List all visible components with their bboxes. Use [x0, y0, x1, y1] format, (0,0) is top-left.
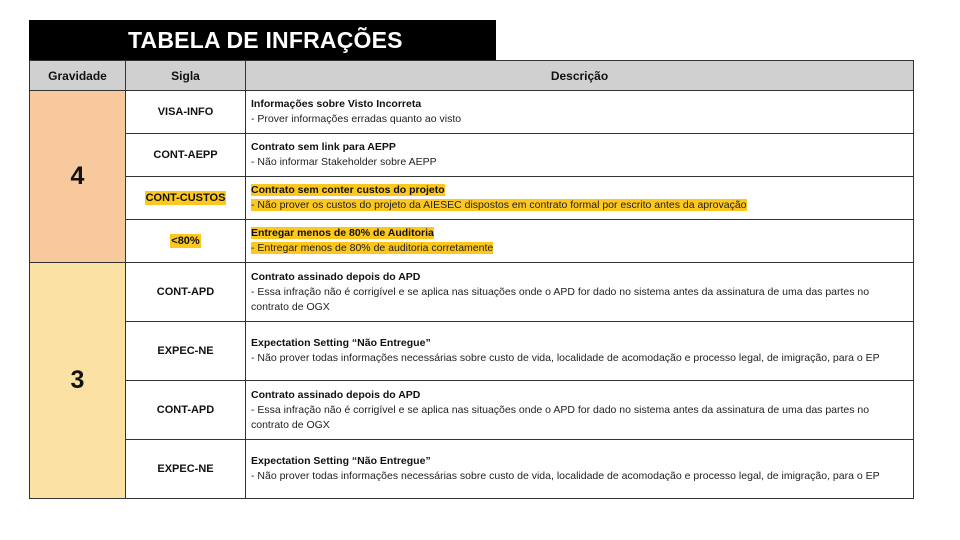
highlighted-sigla: <80%: [171, 235, 200, 247]
description-title: Expectation Setting “Não Entregue”: [251, 337, 431, 349]
sigla-cell: CONT-APD: [126, 263, 246, 322]
table-row: [30, 91, 914, 134]
description-cell: [246, 440, 914, 499]
description-title: Contrato sem link para AEPP: [251, 141, 396, 153]
description-title: Expectation Setting “Não Entregue”: [251, 455, 431, 467]
table-row: [30, 440, 914, 499]
description-title: Contrato sem conter custos do projeto: [251, 184, 445, 196]
table-header-row: [30, 61, 914, 91]
sigla-cell: CONT-AEPP: [126, 134, 246, 177]
sigla-cell: VISA-INFO: [126, 91, 246, 134]
header-sigla: Sigla: [126, 61, 246, 91]
table-row: [30, 177, 914, 220]
description-text: - Não prover todas informações necessárias sobre custo de vida, localidade de acomodação e processo legal, de imigração, para o EP: [251, 352, 880, 364]
header-gravidade: Gravidade: [30, 61, 126, 91]
description-text: - Essa infração não é corrigível e se aplica nas situações onde o APD for dado no sistema antes da assinatura de uma das partes no contrato de OGX: [251, 285, 870, 313]
sigla-cell: [126, 177, 246, 220]
sigla-cell: EXPEC-NE: [126, 322, 246, 381]
table-row: [30, 134, 914, 177]
description-cell: [246, 263, 914, 322]
description-cell: [246, 91, 914, 134]
description-cell: [246, 177, 914, 220]
description-text: - Não prover os custos do projeto da AIESEC dispostos em contrato formal por escrito antes da aprovação: [251, 199, 747, 211]
description-cell: [246, 381, 914, 440]
description-text: - Prover informações erradas quanto ao visto: [251, 113, 462, 125]
description-title: Informações sobre Visto Incorreta: [251, 98, 422, 110]
page-title: TABELA DE INFRAÇÕES: [29, 20, 496, 60]
description-title: Contrato assinado depois do APD: [251, 270, 421, 283]
description-text: - Não prover todas informações necessárias sobre custo de vida, localidade de acomodação e processo legal, de imigração, para o EP: [251, 470, 880, 482]
table-row: [30, 322, 914, 381]
table-row: [30, 220, 914, 263]
description-text: - Não informar Stakeholder sobre AEPP: [251, 156, 437, 168]
infractions-table: [29, 60, 914, 499]
gravity-level-cell: 4: [30, 91, 126, 263]
description-text: - Entregar menos de 80% de auditoria corretamente: [251, 242, 494, 254]
description-title: Entregar menos de 80% de Auditoria: [251, 227, 434, 239]
gravity-level-cell: 3: [30, 263, 126, 499]
description-cell: [246, 134, 914, 177]
table-row: [30, 381, 914, 440]
sigla-cell: [126, 220, 246, 263]
sigla-cell: CONT-APD: [126, 381, 246, 440]
header-descricao: Descrição: [246, 61, 914, 91]
table-row: [30, 263, 914, 322]
description-cell: [246, 322, 914, 381]
description-cell: [246, 220, 914, 263]
sigla-cell: EXPEC-NE: [126, 440, 246, 499]
description-title: Contrato assinado depois do APD: [251, 388, 421, 401]
highlighted-sigla: CONT-CUSTOS: [145, 192, 226, 204]
description-text: - Essa infração não é corrigível e se aplica nas situações onde o APD for dado no sistema antes da assinatura de uma das partes no contrato de OGX: [251, 403, 870, 431]
